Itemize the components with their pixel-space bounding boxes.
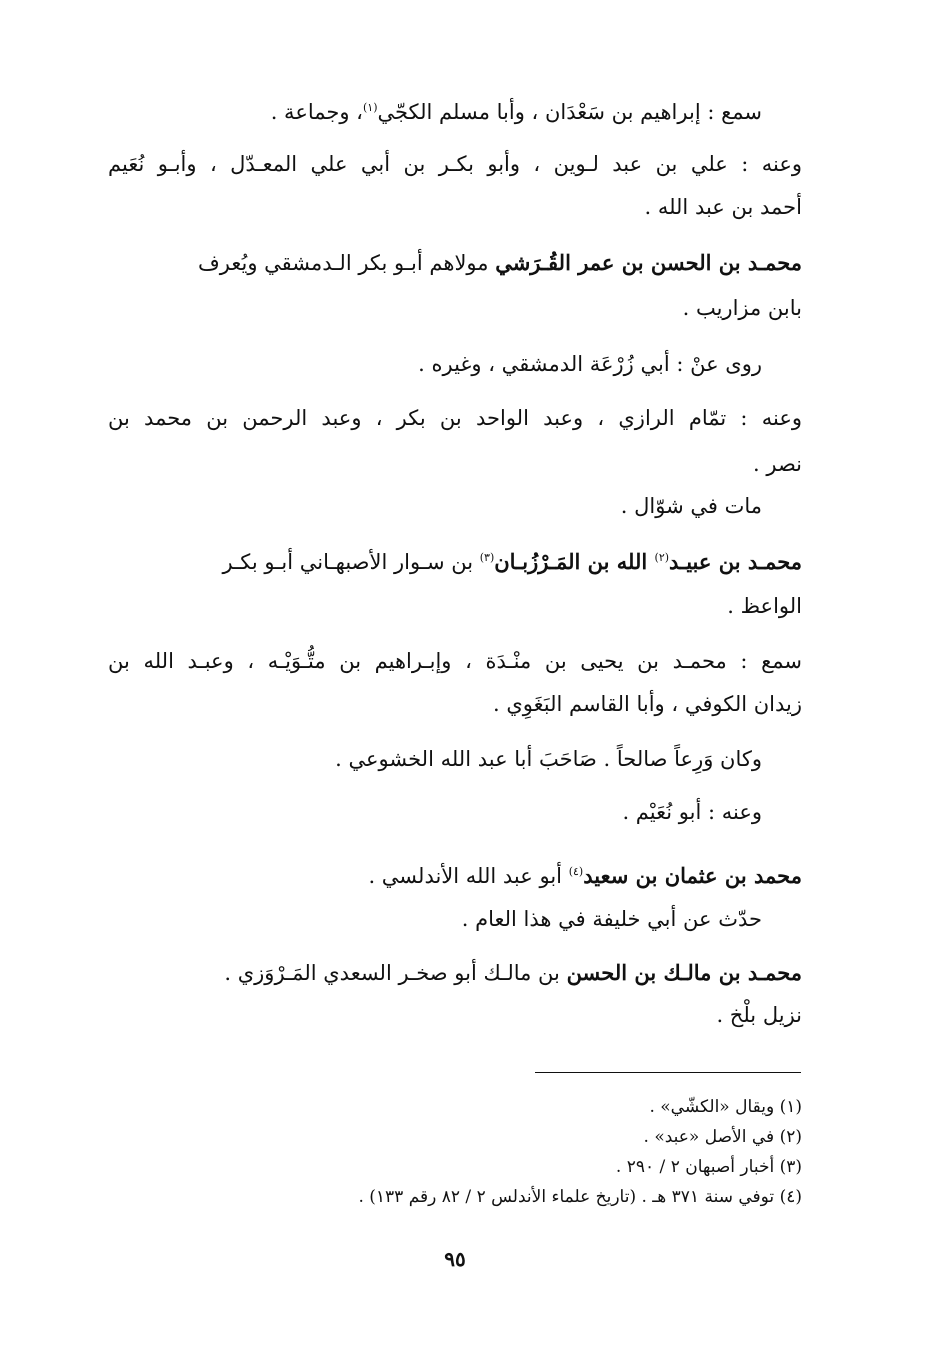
entry-name: الله بن المَـرْزُبـان: [494, 549, 655, 574]
line-text: بن سـوار الأصبهـاني أبـو بكـر: [222, 550, 480, 574]
line-text: مولاهم أبـو بكر الـدمشقي ويُعرف: [198, 251, 496, 275]
line-text: سمع : إبراهيم بن سَعْدَان ، وأبا مسلم الكجّي: [377, 100, 762, 124]
line-text: ، وجماعة .: [270, 100, 363, 124]
footnote-divider: [535, 1072, 801, 1073]
text-line: روى عنْ : أبي زُرْعَة الدمشقي ، وغيره .: [418, 352, 762, 376]
entry-heading: [108, 248, 802, 278]
text-line: حدّث عن أبي خليفة في هذا العام .: [461, 907, 762, 931]
entry-heading: [108, 958, 802, 988]
text-line: وعنه : علي بن عبد لـوين ، وأبو بكـر بن أبي علي المعـدّل ، وأبـو نُعَيم: [108, 152, 802, 176]
text-line: الواعظ .: [727, 594, 802, 618]
footnote-marker: (٣): [479, 551, 495, 564]
text-line: وكان وَرِعاً صالحاً . صَاحَبَ أبا عبد الله الخشوعي .: [335, 747, 762, 771]
text-line: نزيل بلْخ .: [716, 1003, 802, 1027]
text-line: سمع : محمـد بن يحيى بن منْـدَة ، وإبـراهيم بن متُّـوَيْـه ، وعبـد الله بن: [108, 649, 802, 673]
entry-heading: [108, 547, 802, 577]
line-text: أبو عبد الله الأندلسي .: [368, 864, 569, 888]
footnote-marker: (١): [362, 101, 378, 114]
text-line: وعنه : تمّام الرازي ، وعبد الواحد بن بكر ، وعبد الرحمن بن محمد بن: [108, 406, 802, 430]
footnote-marker: (٢): [654, 551, 670, 564]
entry-name: محمـد بن مالـك بن الحسن: [566, 960, 802, 985]
text-line: بابن مزاريب .: [682, 296, 802, 320]
text-line: [68, 97, 762, 127]
entry-name: محمـد بن عبيـد: [669, 549, 802, 574]
footnote: (٤) توفي سنة ٣٧١ هـ . (تاريخ علماء الأندلس ٢ / ٨٢ رقم ١٣٣) .: [358, 1187, 802, 1207]
entry-name: محمـد بن الحسن بن عمر القُـرَشي: [495, 250, 802, 275]
text-line: مات في شوّال .: [620, 494, 762, 518]
line-text: بن مالـك أبو صخـر السعدي المَـرْوَزي .: [224, 961, 567, 985]
text-line: أحمد بن عبد الله .: [644, 195, 802, 219]
text-line: وعنه : أبو نُعَيْم .: [622, 800, 762, 824]
page: [108, 0, 802, 1371]
text-line: زيدان الكوفي ، وأبا القاسم البَغَوِي .: [492, 692, 802, 716]
footnote: (١) ويقال «الكشّي» .: [649, 1097, 802, 1117]
footnote: (٣) أخبار أصبهان ٢ / ٢٩٠ .: [615, 1157, 802, 1177]
text-line: نصر .: [753, 452, 802, 476]
footnote-marker: (٤): [568, 865, 584, 878]
footnote: (٢) في الأصل «عبد» .: [643, 1127, 802, 1147]
entry-heading: [108, 861, 802, 891]
page-number: ٩٥: [444, 1247, 466, 1271]
entry-name: محمد بن عثمان بن سعيد: [583, 863, 802, 888]
